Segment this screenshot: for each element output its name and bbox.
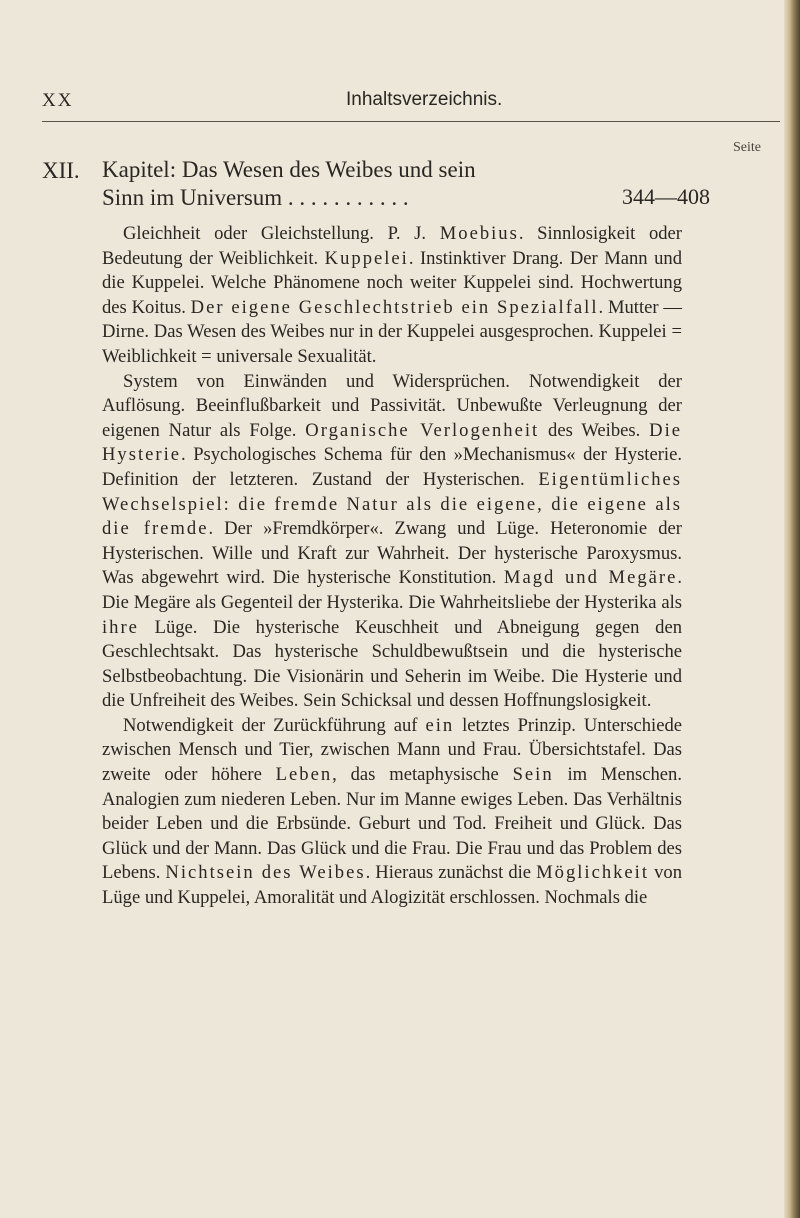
dot-leader: . . . . . . . . . . . [282, 185, 409, 210]
summary-paragraph-2: System von Einwänden und Widersprüchen. Notwendigkeit der Auflösung. Beeinflußbarkeit und Passivität. Unbewußte Verleugnung der eigenen Natur als Folge. Organische Verlogenheit des Weibes. Die Hysterie. Psychologisches Schema für den »Mechanismus« der Hysterie. Definition der letzteren. Zustand der Hysterischen. Eigentümliches Wechselspiel: die fremde Natur als die eigene, die eigene als die fremde. Der »Fremdkörper«. Zwang und Lüge. Heteronomie der Hysterischen. Wille und Kraft zur Wahrheit. Der hysterische Paroxysmus. Was abgewehrt wird. Die hysterische Konstitution. Magd und Megäre. Die Megäre als Gegenteil der Hysterika. Die Wahrheitsliebe der Hysterika als ihre Lüge. Die hysterische Keuschheit und Abneigung gegen den Geschlechtsakt. Das hysterische Schuldbewußtsein und die hysterische Selbstbeobachtung. Die Visionärin und Seherin im Weibe. Die Hysterie und die Unfreiheit des Weibes. Sein Schicksal und dessen Hoffnungslosigkeit. [102, 370, 683, 712]
spaced-term: ein [425, 714, 455, 736]
summary-paragraph-1: Gleichheit oder Gleichstellung. P. J. Moebius. Sinnlosigkeit oder Bedeutung der Weiblichkeit. Kuppelei. Instinktiver Drang. Der Mann und die Kuppelei. Welche Phänomene noch weiter Kuppelei sind. Hochwertung des Koitus. Der eigene Geschlechtstrieb ein Spezialfall. Mutter — Dirne. Das Wesen des Weibes nur in der Kuppelei ausgesprochen. Kuppelei = Weiblichkeit = universale Sexualität. [102, 223, 683, 367]
summary-paragraph-3: Notwendigkeit der Zurückführung auf ein letztes Prinzip. Unterschiede zwischen Mensch und Tier, zwischen Mann und Frau. Übersichtstafel. Das zweite oder höhere Leben, das metaphysische Sein im Menschen. Analogien zum niederen Leben. Nur im Manne ewiges Leben. Das Verhältnis beider Leben und die Erbsünde. Geburt und Tod. Freiheit und Glück. Das Glück und der Mann. Das Glück und die Frau. Die Frau und das Problem des Lebens. Nichtsein des Weibes. Hieraus zunächst die Möglichkeit von Lüge und Kuppelei, Amoralität und Alogizität erschlossen. Nochmals die [102, 714, 683, 909]
page-number: XX [42, 90, 74, 111]
spaced-term: Der eigene Geschlechtstrieb ein Spezialfall [190, 296, 599, 318]
spaced-term: Die Hysterie [102, 419, 683, 466]
chapter-title-line2 [102, 184, 702, 212]
seite-column-label: Seite [733, 140, 761, 155]
header-rule [42, 121, 780, 122]
spaced-name: Moebius [439, 223, 519, 244]
chapter-title-text: Sinn im Universum [102, 185, 283, 210]
spaced-term: Sein [512, 764, 554, 786]
chapter-summary [102, 222, 682, 911]
spaced-term: Organische Verlogenheit [305, 419, 540, 441]
spaced-term: Magd und Megäre [503, 567, 678, 589]
book-page-edge [784, 0, 800, 1218]
chapter-number: XII. [42, 158, 80, 183]
chapter-title [102, 156, 702, 212]
running-head: Inhaltsverzeichnis. [346, 89, 503, 110]
spaced-term: Leben [275, 764, 333, 786]
spaced-term: Eigentümliches Wechselspiel: die fremde Natur als die eigene, die eigene als die fremde [102, 468, 682, 540]
page-header [0, 86, 780, 126]
spaced-term: Kuppelei [324, 247, 409, 269]
chapter-page-range: 344—408 [622, 184, 710, 209]
spaced-term: Möglichkeit [536, 862, 650, 884]
chapter-title-line1: Kapitel: Das Wesen des Weibes und sein [102, 157, 476, 182]
spaced-term: Nichtsein des Weibes [165, 862, 366, 884]
spaced-term: ihre [102, 616, 139, 638]
